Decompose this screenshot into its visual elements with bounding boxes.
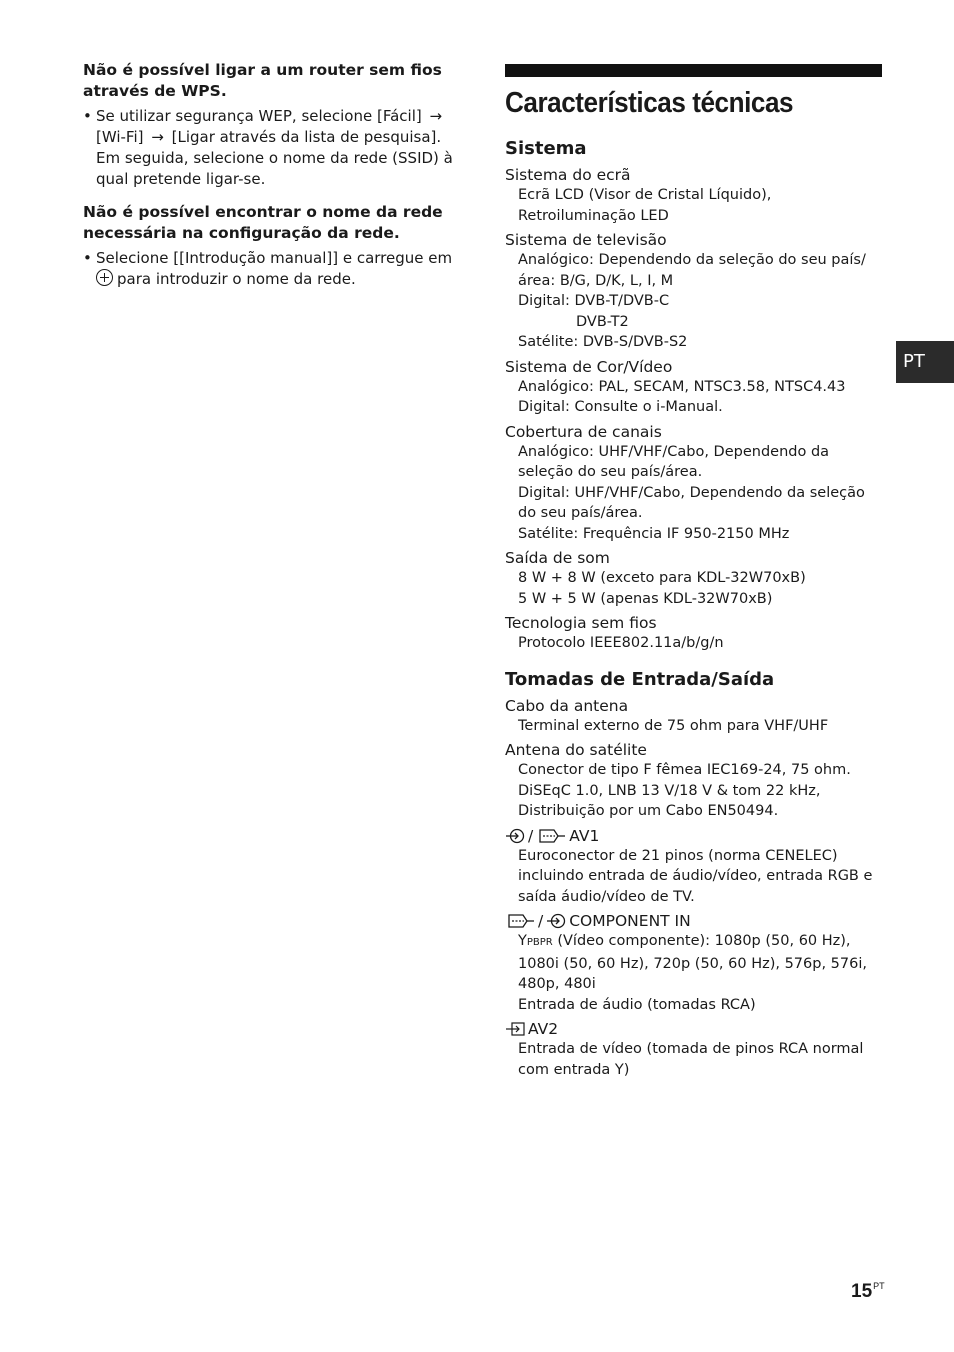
spec-value-line <box>518 271 882 292</box>
spec-value-text: (Vídeo componente): 1080p (50, 60 Hz), <box>557 933 851 949</box>
page-number-value: 15 <box>851 1281 873 1302</box>
heading-line: necessária na configuração da rede. <box>83 224 400 242</box>
spec-value-line <box>518 377 882 398</box>
spec-value-text: 8 W + 8 W (exceto para KDL-32W70xB) <box>518 570 806 586</box>
spec-value-line <box>518 887 882 908</box>
spec-value-line <box>518 931 882 954</box>
section-heading: Sistema <box>505 138 587 159</box>
bullet-line: [Ligar através da lista de pesquisa]. <box>171 128 442 146</box>
spec-value-line <box>518 462 882 483</box>
spec-value <box>505 442 882 545</box>
spec-label <box>505 826 882 846</box>
heading-line: Não é possível encontrar o nome da rede <box>83 203 443 221</box>
spec-value-text: Satélite: DVB-S/DVB-S2 <box>518 334 688 350</box>
spec-value-text: Digital: Consulte o i-Manual. <box>518 399 723 415</box>
spec-label-text: Antena do satélite <box>505 741 647 759</box>
spec-value-text: Conector de tipo F fêmea IEC169-24, 75 ohm. <box>518 762 851 778</box>
spec-value-text: Retroiluminação LED <box>518 207 669 224</box>
input-arrow-icon <box>505 828 525 844</box>
bullet-line: qual pretende ligar-se. <box>96 170 266 188</box>
spec-label-text: Cobertura de canais <box>505 422 662 441</box>
bullet-line: para introduzir o nome da rede. <box>117 270 356 288</box>
spec-value-text: área: B/G, D/K, L, I, M <box>518 272 674 289</box>
component-connector-icons <box>505 911 566 931</box>
spec-value-text: do seu país/área. <box>518 505 643 521</box>
spec-item <box>505 740 882 822</box>
page-number-suffix: PT <box>873 1281 885 1291</box>
spec-label-text: Sistema de Cor/Vídeo <box>505 357 673 376</box>
spec-value-text: 5 W + 5 W (apenas KDL-32W70xB) <box>518 590 773 607</box>
spec-value-line <box>518 442 882 463</box>
spec-value-text: seleção do seu país/área. <box>518 464 703 480</box>
spec-value-line <box>518 483 882 504</box>
slash-separator: / <box>538 912 544 930</box>
spec-label <box>505 165 882 185</box>
spec-value-line <box>518 250 882 271</box>
spec-value-text: Distribuição por um Cabo EN50494. <box>518 803 779 819</box>
spec-value-line <box>518 568 882 589</box>
spec-value <box>505 633 882 654</box>
spec-label <box>505 230 882 250</box>
spec-value-line <box>518 781 882 802</box>
spec-item <box>505 548 882 609</box>
spec-value-line <box>518 332 882 353</box>
bullet-item <box>83 248 453 290</box>
spec-value-line <box>518 866 882 887</box>
spec-value-line <box>518 185 882 206</box>
component-video-icon <box>505 913 535 929</box>
section-sistema <box>505 137 882 654</box>
slash-separator: / <box>528 826 534 845</box>
spec-value-text: Euroconector de 21 pinos (norma CENELEC) <box>518 847 838 864</box>
spec-label <box>505 696 882 716</box>
spec-value-line <box>518 760 882 781</box>
section-heading: Tomadas de Entrada/Saída <box>505 668 775 690</box>
spec-label <box>505 548 882 568</box>
bullet-text <box>96 248 453 290</box>
spec-value <box>505 377 882 418</box>
spec-label <box>505 911 882 931</box>
spec-value-line <box>518 589 882 610</box>
spec-label-text: COMPONENT IN <box>569 912 691 930</box>
spec-item <box>505 1019 882 1080</box>
heading-line: Não é possível ligar a um router sem fios <box>83 61 442 79</box>
left-column <box>83 60 453 290</box>
spec-item <box>505 826 882 908</box>
arrow-right-icon: → <box>151 128 164 146</box>
spec-value-text: Analógico: Dependendo da seleção do seu país/ <box>518 252 866 268</box>
language-tab: PT <box>896 341 954 383</box>
spec-label-text: Cabo da antena <box>505 696 629 715</box>
plus-button-icon <box>96 269 113 286</box>
spec-value-line <box>518 1060 882 1081</box>
spec-value-text: Digital: DVB-T/DVB-C <box>518 293 670 309</box>
spec-value <box>505 568 882 609</box>
arrow-right-icon: → <box>429 107 443 125</box>
spec-item <box>505 696 882 737</box>
page-title: Características técnicas <box>505 87 794 119</box>
bullet-line: Selecione [[Introdução manual]] e carregue em <box>96 249 453 267</box>
spec-value-line <box>518 954 882 975</box>
spec-value-text: Terminal externo de 75 ohm para VHF/UHF <box>518 717 829 734</box>
spec-value-text: incluindo entrada de áudio/vídeo, entrada RGB e <box>518 868 873 884</box>
av1-connector-icons <box>505 826 566 846</box>
spec-value-text: saída áudio/vídeo de TV. <box>518 888 695 905</box>
heading-line: através de WPS. <box>83 82 227 100</box>
spec-item <box>505 230 882 353</box>
section-title-bar <box>505 64 882 77</box>
spec-value <box>505 250 882 353</box>
ypbpr-pb: PB <box>526 937 540 948</box>
scart-connector-icon <box>536 828 566 844</box>
spec-value-text: Protocolo IEEE802.11a/b/g/n <box>518 635 724 651</box>
spec-label <box>505 613 882 633</box>
spec-value <box>505 1039 882 1080</box>
spec-label <box>505 422 882 442</box>
spec-item <box>505 165 882 226</box>
spec-item <box>505 613 882 654</box>
page-number <box>851 1281 885 1303</box>
bullet-line: Se utilizar segurança WEP, selecione [Fácil] <box>96 107 422 125</box>
spec-value-text: Satélite: Frequência IF 950-2150 MHz <box>518 525 790 542</box>
spec-value-text: Analógico: PAL, SECAM, NTSC3.58, NTSC4.43 <box>518 378 846 395</box>
bullet-dot: • <box>83 249 92 267</box>
spec-value-line <box>518 1039 882 1060</box>
spec-value-text: Analógico: UHF/VHF/Cabo, Dependendo da <box>518 443 830 460</box>
question-heading-network-name <box>83 202 453 244</box>
video-input-icon <box>505 1021 525 1037</box>
spec-value-text: 480p, 480i <box>518 976 596 992</box>
spec-label <box>505 740 882 760</box>
spec-value-line <box>518 716 882 737</box>
spec-value-line <box>518 995 882 1016</box>
question-heading-wps <box>83 60 453 102</box>
spec-label-text: Tecnologia sem fios <box>505 614 657 632</box>
spec-value <box>505 846 882 908</box>
spec-value-line <box>518 801 882 822</box>
spec-value-text: com entrada Y) <box>518 1061 630 1078</box>
spec-value-line <box>518 503 882 524</box>
av2-connector-icons <box>505 1021 525 1037</box>
section-tomadas <box>505 668 882 1081</box>
spec-item <box>505 911 882 1015</box>
spec-item <box>505 357 882 418</box>
spec-value-text: DVB-T2 <box>576 313 629 330</box>
spec-value-line <box>518 397 882 418</box>
spec-value <box>505 716 882 737</box>
spec-label-text: Sistema do ecrã <box>505 166 631 184</box>
spec-label-text: Saída de som <box>505 549 610 567</box>
spec-value-text: Ecrã LCD (Visor de Cristal Líquido), <box>518 187 772 203</box>
spec-label <box>505 1019 882 1039</box>
spec-value-text: Entrada de vídeo (tomada de pinos RCA normal <box>518 1041 864 1057</box>
ypbpr-pr: PR <box>539 937 553 948</box>
input-arrow-icon <box>546 913 566 929</box>
spec-value-line <box>518 974 882 995</box>
spec-value <box>505 760 882 822</box>
spec-value <box>505 185 882 226</box>
bullet-dot: • <box>83 107 92 125</box>
spec-value-text: Entrada de áudio (tomadas RCA) <box>518 996 756 1013</box>
ypbpr-y: Y <box>518 933 527 949</box>
spec-value-text: 1080i (50, 60 Hz), 720p (50, 60 Hz), 576p, 576i, <box>518 955 867 972</box>
bullet-text <box>96 106 453 190</box>
bullet-item <box>83 106 453 190</box>
spec-item <box>505 422 882 545</box>
spec-value-line <box>518 312 882 333</box>
spec-value-line <box>518 633 882 654</box>
spec-label-text: Sistema de televisão <box>505 231 667 249</box>
spec-label-text: AV2 <box>528 1020 559 1038</box>
spec-value-line <box>518 524 882 545</box>
spec-value-line <box>518 206 882 227</box>
spec-label <box>505 357 882 377</box>
bullet-line: Em seguida, selecione o nome da rede (SSID) à <box>96 149 453 167</box>
bullet-line: [Wi-Fi] <box>96 128 144 146</box>
spec-value-text: Digital: UHF/VHF/Cabo, Dependendo da seleção <box>518 484 865 501</box>
spec-value-text: DiSEqC 1.0, LNB 13 V/18 V & tom 22 kHz, <box>518 782 821 799</box>
spec-value <box>505 931 882 1015</box>
spec-value-line <box>518 291 882 312</box>
spec-value-line <box>518 846 882 867</box>
spec-label-text: AV1 <box>569 826 600 845</box>
right-column <box>505 64 882 1080</box>
